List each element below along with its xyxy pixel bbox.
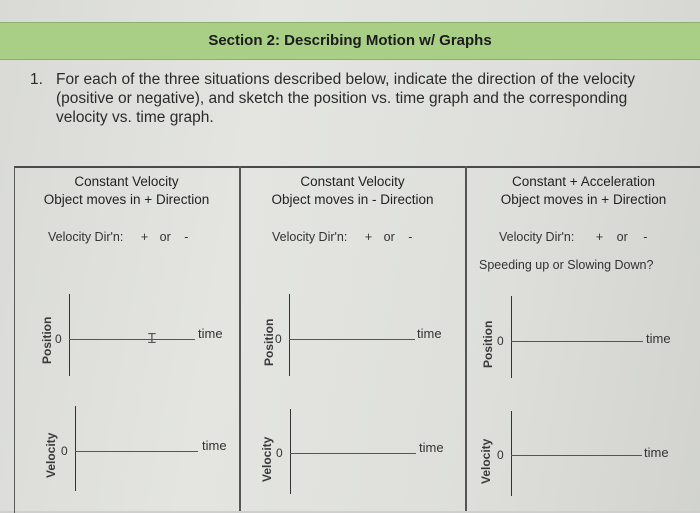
time-axis-label: time: [419, 440, 444, 455]
minus-option[interactable]: -: [408, 230, 413, 244]
column-subtitle: Object moves in + Direction: [43, 192, 210, 207]
velocity-y-axis: [75, 406, 76, 491]
time-axis-label: time: [644, 445, 669, 460]
or-text: or: [383, 230, 395, 244]
direction-label: Velocity Dir'n:: [499, 230, 575, 244]
section-title: Section 2: Describing Motion w/ Graphs: [208, 32, 492, 49]
position-y-axis: [511, 296, 512, 378]
minus-option[interactable]: -: [184, 230, 189, 244]
zero-label: 0: [55, 332, 62, 346]
column-constant-acceleration: [467, 166, 700, 511]
minus-option[interactable]: -: [643, 230, 648, 244]
position-time-axis: [69, 339, 195, 340]
column-title: Constant Velocity: [300, 174, 405, 189]
column-subtitle: Object moves in + Direction: [500, 192, 667, 207]
question-number: 1.: [30, 71, 43, 88]
velocity-y-axis: [511, 411, 512, 496]
velocity-time-axis: [511, 455, 642, 456]
position-time-axis: [289, 339, 415, 340]
position-y-axis: [69, 294, 70, 376]
column-constant-velocity-positive: [14, 166, 239, 511]
time-axis-label: time: [417, 326, 442, 341]
question-text: For each of the three situations described below, indicate the direction of the velocity (positive or negative), and sketch the position vs. time graph and the corresponding velocity vs. time graph.: [56, 71, 636, 126]
position-y-axis: [289, 294, 290, 376]
speed-prompt: Speeding up or Slowing Down?: [479, 258, 654, 272]
direction-label: Velocity Dir'n:: [272, 230, 348, 244]
zero-label: 0: [497, 334, 504, 348]
velocity-time-axis: [75, 451, 198, 452]
plus-option[interactable]: +: [595, 230, 604, 244]
position-axis-label: Position: [40, 316, 54, 364]
plus-option[interactable]: +: [364, 230, 373, 244]
time-axis-label: time: [646, 331, 671, 346]
time-axis-label: time: [198, 326, 223, 341]
section-header: [0, 22, 700, 60]
velocity-axis-label: Velocity: [260, 436, 274, 482]
velocity-direction-prompt: [48, 230, 188, 244]
column-constant-velocity-negative: [240, 166, 465, 511]
velocity-axis-label: Velocity: [44, 432, 58, 478]
position-axis-label: Position: [262, 318, 276, 366]
or-text: or: [159, 230, 171, 244]
velocity-time-axis: [290, 453, 416, 454]
text-cursor-icon: Ɪ: [148, 330, 156, 346]
time-axis-label: time: [202, 438, 227, 453]
velocity-direction-prompt: [499, 230, 647, 244]
velocity-axis-label: Velocity: [479, 438, 493, 484]
zero-label: 0: [61, 444, 68, 458]
column-title: Constant + Acceleration: [512, 174, 655, 189]
zero-label: 0: [275, 332, 282, 346]
direction-label: Velocity Dir'n:: [48, 230, 124, 244]
or-text: or: [616, 230, 628, 244]
velocity-direction-prompt: [272, 230, 412, 244]
column-title: Constant Velocity: [74, 174, 179, 189]
position-time-axis: [511, 341, 643, 342]
position-axis-label: Position: [481, 320, 495, 368]
column-subtitle: Object moves in - Direction: [271, 192, 434, 207]
plus-option[interactable]: +: [140, 230, 149, 244]
zero-label: 0: [497, 448, 504, 462]
zero-label: 0: [276, 446, 283, 460]
velocity-y-axis: [290, 409, 291, 494]
